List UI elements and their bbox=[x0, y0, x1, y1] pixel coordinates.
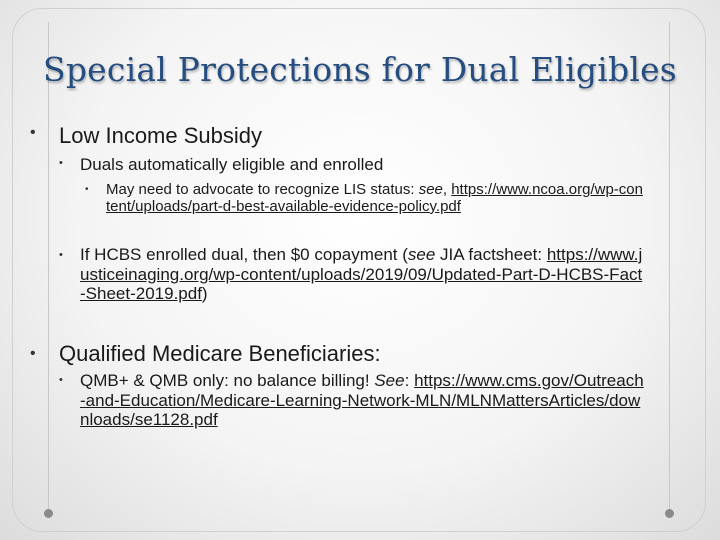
bullet-marker: • bbox=[85, 184, 89, 195]
right-rule-dot bbox=[665, 509, 674, 518]
right-rule bbox=[669, 22, 670, 518]
left-rule-dot bbox=[44, 509, 53, 518]
bullet-marker: • bbox=[59, 249, 63, 261]
bullet-lis-status-advocacy bbox=[106, 182, 646, 216]
see-emphasis: See bbox=[374, 371, 405, 390]
ncoa-policy-link[interactable]: https://www.ncoa.org/wp-content/uploads/part-d-best-available-evidence-policy.pdf bbox=[106, 181, 643, 215]
qmb-colon: : bbox=[404, 371, 410, 390]
bullet-marker: • bbox=[59, 157, 63, 169]
qmb-text: QMB+ & QMB only: no balance billing! bbox=[80, 371, 375, 390]
lis-advocacy-text: May need to advocate to recognize LIS status: bbox=[106, 181, 419, 198]
slide-title: Special Protections for Dual Eligibles bbox=[43, 50, 677, 89]
lis-advocacy-comma: , bbox=[442, 181, 448, 198]
cms-mln-link[interactable]: https://www.cms.gov/Outreach-and-Education/Medicare-Learning-Network-MLN/MLNMattersArticles/downloads/se1128.pdf bbox=[80, 371, 644, 430]
left-rule bbox=[48, 22, 49, 518]
hcbs-factsheet-text: JIA factsheet: bbox=[435, 245, 543, 264]
hcbs-text: If HCBS enrolled dual, then $0 copayment ( bbox=[80, 245, 408, 264]
hcbs-close-paren: ) bbox=[201, 284, 208, 304]
bullet-marker: • bbox=[59, 374, 63, 386]
bullet-hcbs-copayment bbox=[80, 245, 645, 304]
bullet-marker: • bbox=[30, 124, 36, 141]
bullet-marker: • bbox=[30, 345, 36, 362]
see-emphasis: see bbox=[418, 181, 443, 198]
bullet-qmb-balance-billing bbox=[80, 371, 645, 430]
bullet-qmb: Qualified Medicare Beneficiaries: bbox=[59, 341, 381, 366]
justice-in-aging-link[interactable]: https://www.justiceinaging.org/wp-content/uploads/2019/09/Updated-Part-D-HCBS-Fact-Sheet-2019.pdf bbox=[80, 245, 643, 304]
bullet-low-income-subsidy: Low Income Subsidy bbox=[59, 123, 262, 148]
see-emphasis: see bbox=[407, 245, 436, 264]
bullet-duals-auto-eligible: Duals automatically eligible and enrolled bbox=[80, 155, 384, 174]
